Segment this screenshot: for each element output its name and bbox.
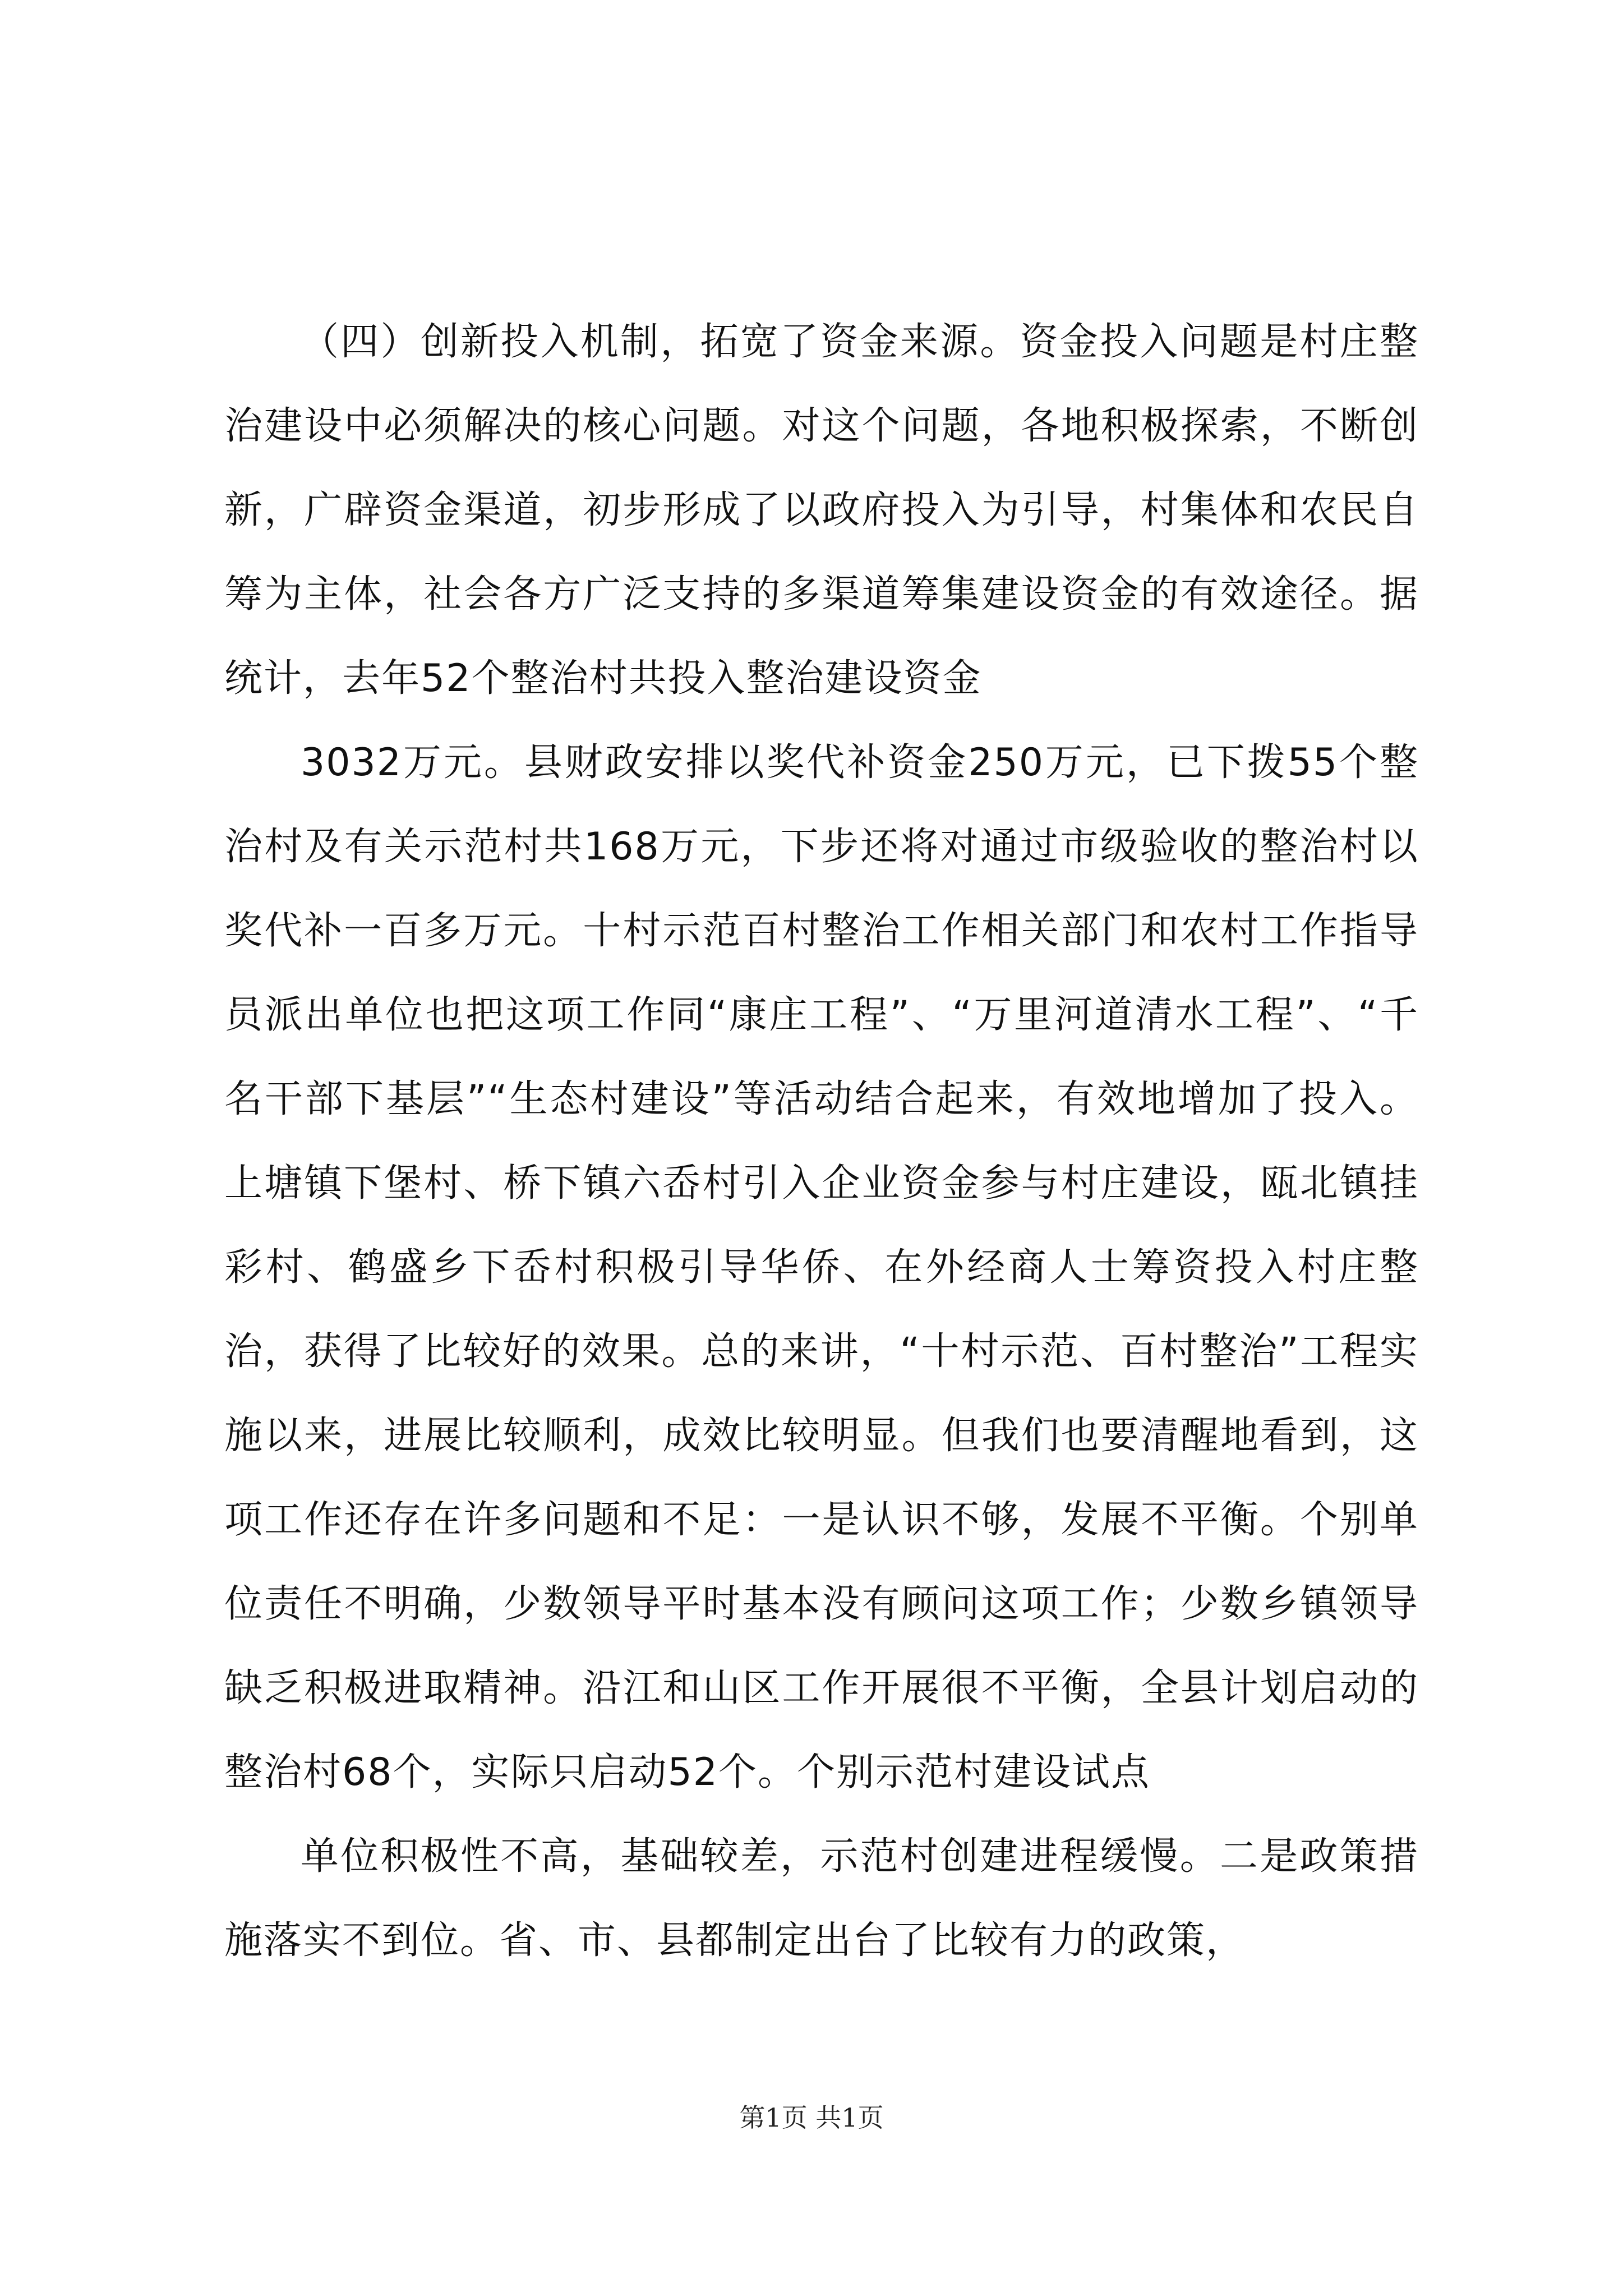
paragraph-1: （四）创新投入机制，拓宽了资金来源。资金投入问题是村庄整治建设中必须解决的核心问题。对这个问题，各地积极探索，不断创新，广辟资金渠道，初步形成了以政府投入为引导，村集体和农民自筹为主体，社会各方广泛支持的多渠道筹集建设资金的有效途径。据统计，去年52个整治村共投入整治建设资金 xyxy=(224,320,1419,701)
paragraph-3: 单位积极性不高，基础较差，示范村创建进程缓慢。二是政策措施落实不到位。省、市、县都制定出台了比较有力的政策， xyxy=(224,1834,1419,1963)
page-footer: 第1页 共1页 xyxy=(739,2102,884,2133)
paragraph-2: 3032万元。县财政安排以奖代补资金250万元，已下拨55个整治村及有关示范村共168万元，下步还将对通过市级验收的整治村以奖代补一百多万元。十村示范百村整治工作相关部门和农村工作指导员派出单位也把这项工作同“康庄工程”、“万里河道清水工程”、“千名干部下基层”“生态村建设”等活动结合起来，有效地增加了投入。上塘镇下堡村、桥下镇六岙村引入企业资金参与村庄建设，瓯北镇挂彩村、鹤盛乡下岙村积极引导华侨、在外经商人士筹资投入村庄整治，获得了比较好的效果。总的来讲，“十村示范、百村整治”工程实施以来，进展比较顺利，成效比较明显。但我们也要清醒地看到，这项工作还存在许多问题和不足：一是认识不够，发展不平衡。个别单位责任不明确，少数领导平时基本没有顾问这项工作；少数乡镇领导缺乏积极进取精神。沿江和山区工作开展很不平衡，全县计划启动的整治村68个，实际只启动52个。个别示范村建设试点 xyxy=(224,740,1419,1795)
document-body xyxy=(224,300,1419,1983)
